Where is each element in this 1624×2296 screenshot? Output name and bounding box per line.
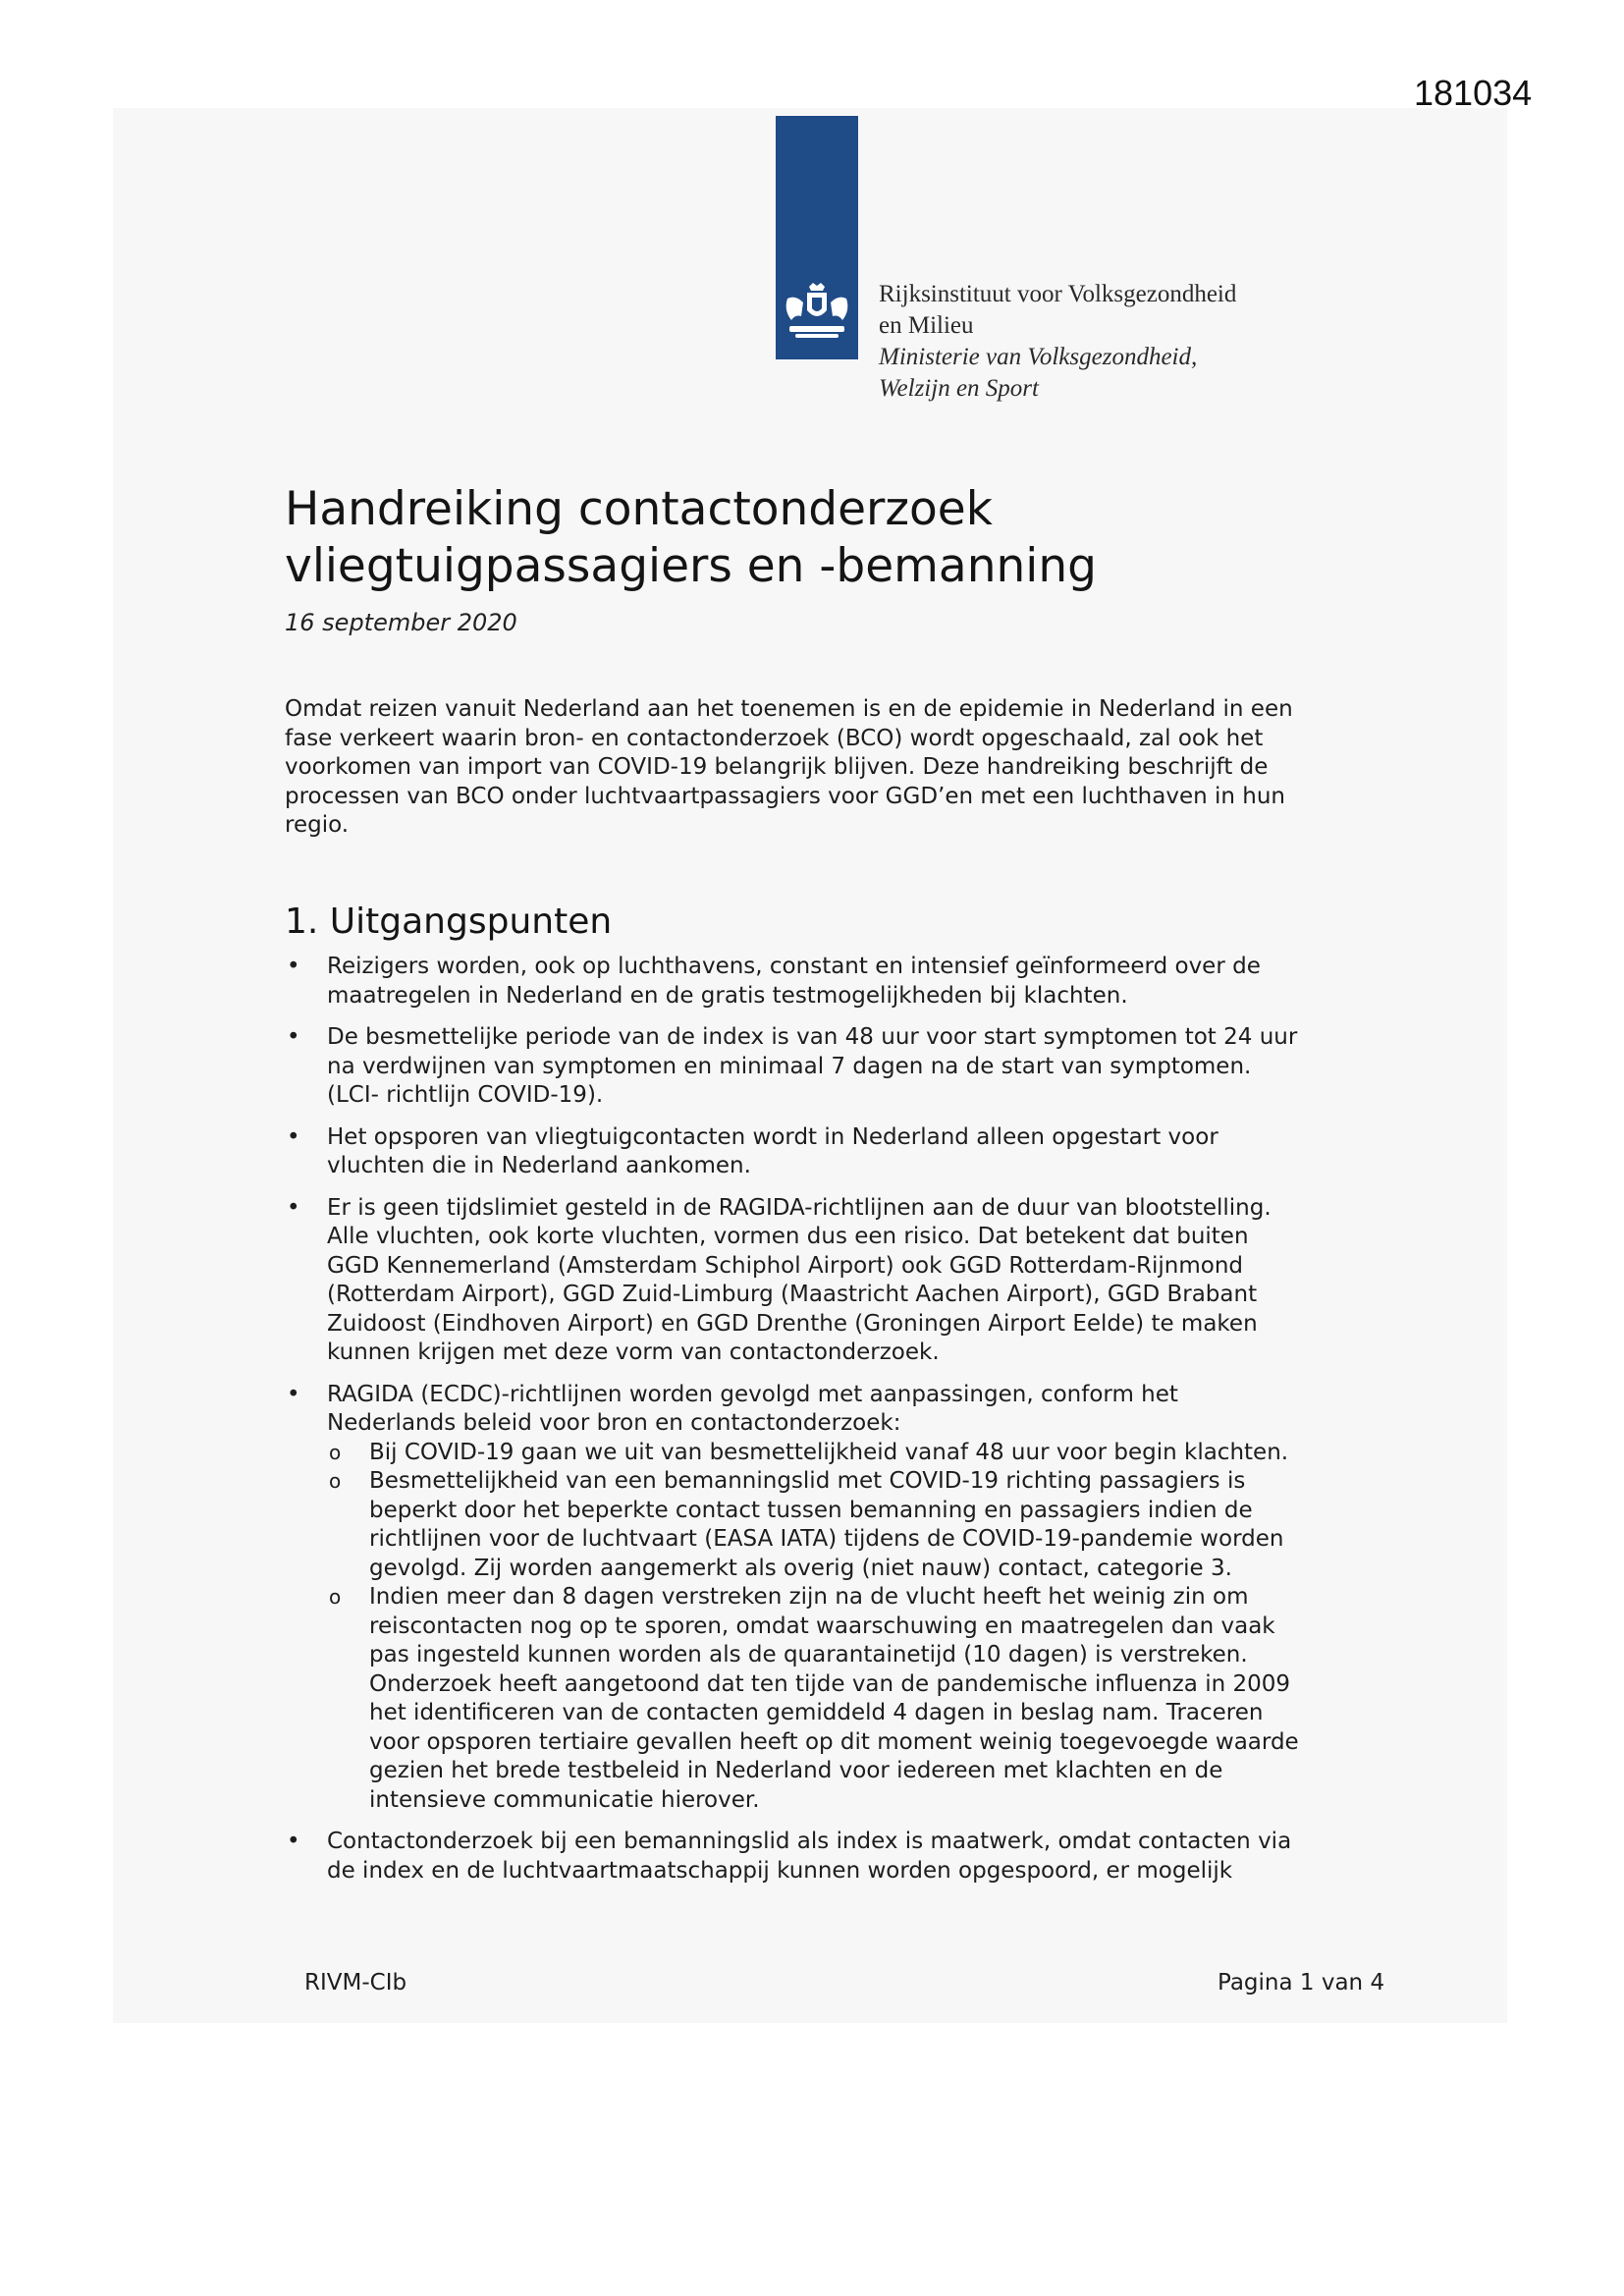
bullet-icon: •	[287, 1194, 300, 1221]
title-line: vliegtuigpassagiers en -bemanning	[285, 539, 1097, 593]
text-line: GGD Kennemerland (Amsterdam Schiphol Airport) ook GGD Rotterdam-Rijnmond	[327, 1252, 1244, 1279]
bullet-icon: •	[287, 1381, 300, 1407]
bullet-list	[285, 953, 1365, 1898]
text-line: Er is geen tijdslimiet gesteld in de RAGIDA-richtlijnen aan de duur van blootstelling.	[327, 1194, 1272, 1221]
text-line: (Rotterdam Airport), GGD Zuid-Limburg (Maastricht Aachen Airport), GGD Brabant	[327, 1282, 1258, 1307]
text-line: pas ingesteld kunnen worden als de quarantainetijd (10 dagen) is verstreken.	[369, 1642, 1248, 1667]
org-line: Ministerie van Volksgezondheid,	[879, 344, 1198, 370]
text-line: gevolgd. Zij worden aangemerkt als overig (niet nauw) contact, categorie 3.	[369, 1555, 1232, 1581]
sub-bullet-item	[327, 1583, 1365, 1815]
text-line: Nederlands beleid voor bron en contactonderzoek:	[327, 1410, 901, 1436]
bullet-icon: •	[287, 1829, 300, 1854]
text-line: Indien meer dan 8 dagen verstreken zijn na de vlucht heeft het weinig zin om	[369, 1584, 1249, 1610]
bullet-item	[285, 1123, 1365, 1181]
footer-department: RIVM-CIb	[304, 1970, 407, 1995]
footer-page-number: Pagina 1 van 4	[1218, 1970, 1385, 1995]
organization-name	[879, 279, 1236, 405]
circle-bullet-icon: o	[329, 1469, 342, 1493]
text-line: voorkomen van import van COVID-19 belangrijk blijven. Deze handreiking beschrijft de	[285, 754, 1269, 780]
text-line: Omdat reizen vanuit Nederland aan het toenemen is en de epidemie in Nederland in een	[285, 696, 1293, 722]
intro-paragraph	[285, 695, 1365, 841]
text-line: het identificeren van de contacten gemiddeld 4 dagen in beslag nam. Traceren	[369, 1700, 1264, 1725]
text-line: reiscontacten nog op te sporen, omdat waarschuwing en maatregelen dan vaak	[369, 1613, 1275, 1639]
text-line: Contactonderzoek bij een bemanningslid als index is maatwerk, omdat contacten via	[327, 1829, 1292, 1854]
text-line: Zuidoost (Eindhoven Airport) en GGD Drenthe (Groningen Airport Eelde) te maken	[327, 1310, 1258, 1337]
text-line: na verdwijnen van symptomen en minimaal 7 dagen na de start van symptomen.	[327, 1053, 1252, 1079]
text-line: De besmettelijke periode van de index is van 48 uur voor start symptomen tot 24 uur	[327, 1024, 1298, 1050]
sub-bullet-item	[327, 1439, 1365, 1468]
section-heading: 1. Uitgangspunten	[285, 902, 613, 942]
text-line: Het opsporen van vliegtuigcontacten wordt in Nederland alleen opgestart voor	[327, 1123, 1218, 1150]
text-line: processen van BCO onder luchtvaartpassagiers voor GGD’en met een luchthaven in hun	[285, 783, 1285, 809]
text-line: Bij COVID-19 gaan we uit van besmettelijkheid vanaf 48 uur voor begin klachten.	[369, 1439, 1289, 1465]
bullet-icon: •	[287, 1024, 300, 1050]
dutch-coat-of-arms-icon	[780, 281, 854, 344]
text-line: intensieve communicatie hierover.	[369, 1786, 760, 1813]
bullet-icon: •	[287, 1123, 300, 1150]
text-line: Onderzoek heeft aangetoond dat ten tijde van de pandemische influenza in 2009	[369, 1670, 1291, 1697]
circle-bullet-icon: o	[329, 1440, 342, 1464]
text-line: fase verkeert waarin bron- en contactonderzoek (BCO) wordt opgeschaald, zal ook het	[285, 725, 1264, 751]
text-line: RAGIDA (ECDC)-richtlijnen worden gevolgd met aanpassingen, conform het	[327, 1381, 1178, 1407]
sub-bullet-item	[327, 1467, 1365, 1583]
text-line: (LCI- richtlijn COVID-19).	[327, 1082, 604, 1108]
text-line: gezien het brede testbeleid in Nederland voor iedereen met klachten en de	[369, 1758, 1223, 1783]
text-line: Reizigers worden, ook op luchthavens, constant en intensief geïnformeerd over de	[327, 954, 1261, 979]
bullet-item	[285, 1023, 1365, 1111]
bullet-item	[285, 1194, 1365, 1368]
document-date: 16 september 2020	[285, 609, 517, 636]
text-line: vluchten die in Nederland aankomen.	[327, 1153, 751, 1178]
document-title	[285, 481, 1267, 595]
org-line: en Milieu	[879, 312, 974, 339]
bullet-item	[285, 953, 1365, 1011]
org-line: Welzijn en Sport	[879, 375, 1039, 402]
bullet-item	[285, 1828, 1365, 1886]
text-line: voor opsporen tertiaire gevallen heeft op dit moment weinig toegevoegde waarde	[369, 1728, 1299, 1755]
document-number: 181034	[1414, 73, 1533, 113]
bullet-icon: •	[287, 954, 300, 979]
text-line: kunnen krijgen met deze vorm van contactonderzoek.	[327, 1339, 940, 1365]
text-line: Alle vluchten, ook korte vluchten, vormen dus een risico. Dat betekent dat buiten	[327, 1224, 1249, 1249]
text-line: beperkt door het beperkte contact tussen bemanning en passagiers indien de	[369, 1497, 1253, 1523]
sub-bullet-list	[327, 1439, 1365, 1816]
text-line: richtlijnen voor de luchtvaart (EASA IATA) tijdens de COVID-19-pandemie worden	[369, 1526, 1284, 1552]
circle-bullet-icon: o	[329, 1585, 342, 1609]
org-line: Rijksinstituut voor Volksgezondheid	[879, 281, 1237, 307]
text-line: de index en de luchtvaartmaatschappij kunnen worden opgespoord, er mogelijk	[327, 1857, 1233, 1884]
text-line: Besmettelijkheid van een bemanningslid met COVID-19 richting passagiers is	[369, 1468, 1246, 1494]
title-line: Handreiking contactonderzoek	[285, 482, 993, 536]
bullet-item	[285, 1381, 1365, 1816]
text-line: regio.	[285, 812, 350, 838]
text-line: maatregelen in Nederland en de gratis testmogelijkheden bij klachten.	[327, 982, 1128, 1009]
